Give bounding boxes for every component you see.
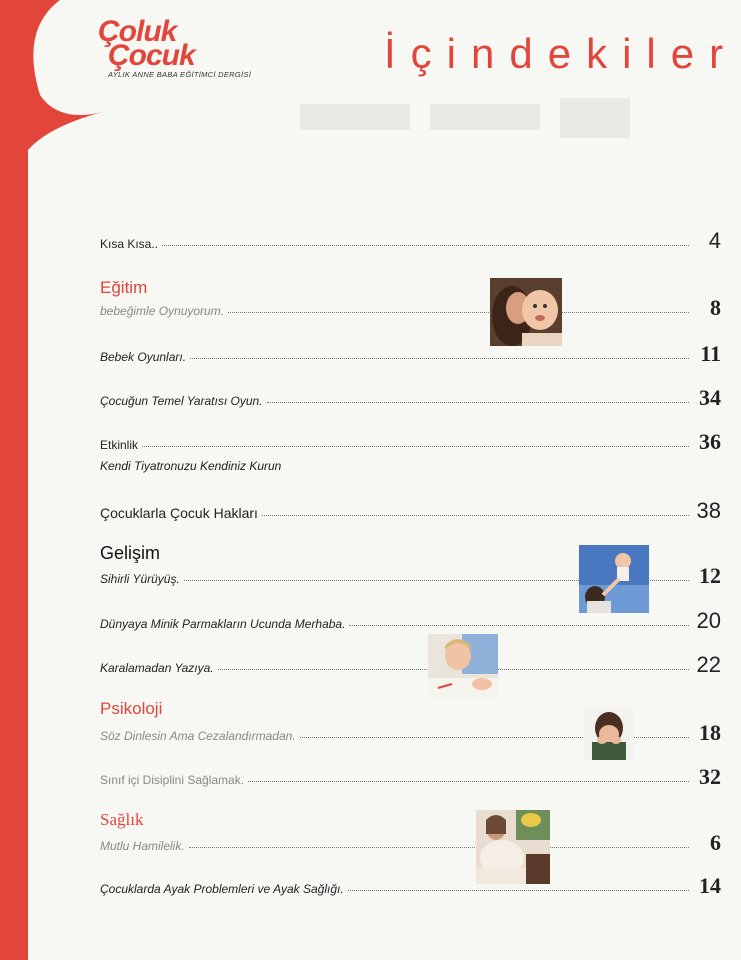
toc-row[interactable] xyxy=(100,291,721,321)
magazine-logo xyxy=(98,15,252,79)
section-heading-psikoloji: Psikoloji xyxy=(100,699,163,718)
red-corner-curve xyxy=(0,0,110,150)
photo-mother-kissing-baby xyxy=(490,278,562,346)
toc-label: Çocuklarla Çocuk Hakları xyxy=(100,505,258,521)
logo-subtitle: AYLIK ANNE BABA EĞİTİMCİ DERGİSİ xyxy=(108,70,252,79)
page-number: 22 xyxy=(696,652,721,677)
page-number: 8 xyxy=(710,295,721,320)
toc-label: Sınıf içi Disiplini Sağlamak. xyxy=(100,773,245,787)
toc-row[interactable] xyxy=(100,425,721,455)
page-number: 34 xyxy=(699,385,721,410)
toc-label: Çocuklarda Ayak Problemleri ve Ayak Sağlığı. xyxy=(100,882,344,896)
page-number: 14 xyxy=(699,873,721,898)
page-number: 36 xyxy=(699,429,721,454)
toc-label: Söz Dinlesin Ama Cezalandırmadan. xyxy=(100,729,296,743)
toc-row[interactable] xyxy=(100,604,721,634)
page-number: 20 xyxy=(696,608,721,633)
dot-leader xyxy=(190,357,689,359)
dot-leader xyxy=(248,780,689,782)
dot-leader xyxy=(348,889,689,891)
logo-word-cocuk: Çocuk xyxy=(108,39,195,72)
dot-leader xyxy=(349,624,689,626)
section-heading-gelisim: Gelişim xyxy=(100,543,161,563)
photo-child-covering-face xyxy=(584,708,634,760)
toc-label: Sihirli Yürüyüş. xyxy=(100,572,180,586)
toc-label: Karalamadan Yazıya. xyxy=(100,661,214,675)
page-number: 6 xyxy=(710,830,721,855)
toc-row[interactable] xyxy=(100,869,721,899)
toc-row-kisa[interactable] xyxy=(100,224,721,254)
toc-row[interactable] xyxy=(100,381,721,411)
dot-leader xyxy=(162,244,689,246)
toc-label: bebeğimle Oynuyorum. xyxy=(100,304,225,318)
page-number: 18 xyxy=(699,720,721,745)
section-heading-saglik: Sağlık xyxy=(100,810,144,829)
dot-leader xyxy=(189,846,689,848)
dot-leader xyxy=(228,311,689,313)
toc-row[interactable] xyxy=(100,760,721,790)
photo-child-lifted-in-air xyxy=(579,545,649,613)
photo-child-drawing xyxy=(428,634,498,698)
toc-label: Dünyaya Minik Parmakların Ucunda Merhaba. xyxy=(100,617,346,631)
logo-word-coluk: Çoluk xyxy=(98,15,177,48)
toc-label: Kısa Kısa.. xyxy=(100,237,159,251)
dot-leader xyxy=(142,445,689,447)
ghost-watermark xyxy=(300,98,630,138)
toc-subtitle: Kendi Tiyatronuzu Kendiniz Kurun xyxy=(100,459,282,473)
page-number: 11 xyxy=(700,341,721,366)
toc-label: Çocuğun Temel Yaratısı Oyun. xyxy=(100,394,263,408)
toc-row[interactable] xyxy=(100,494,721,524)
page-number: 32 xyxy=(699,764,721,789)
toc-label: Mutlu Hamilelik. xyxy=(100,839,185,853)
toc-row[interactable] xyxy=(100,826,721,856)
dot-leader xyxy=(267,401,689,403)
page-number: 38 xyxy=(696,498,721,523)
page-number: 4 xyxy=(708,228,721,253)
toc-label: Etkinlik xyxy=(100,438,139,452)
toc-label: Bebek Oyunları. xyxy=(100,350,187,364)
toc-row[interactable] xyxy=(100,337,721,367)
page-title: İçindekiler xyxy=(384,30,739,77)
page-number: 12 xyxy=(699,563,721,588)
section-heading-egitim: Eğitim xyxy=(100,278,148,297)
dot-leader xyxy=(262,514,689,516)
toc-row[interactable] xyxy=(100,648,721,678)
